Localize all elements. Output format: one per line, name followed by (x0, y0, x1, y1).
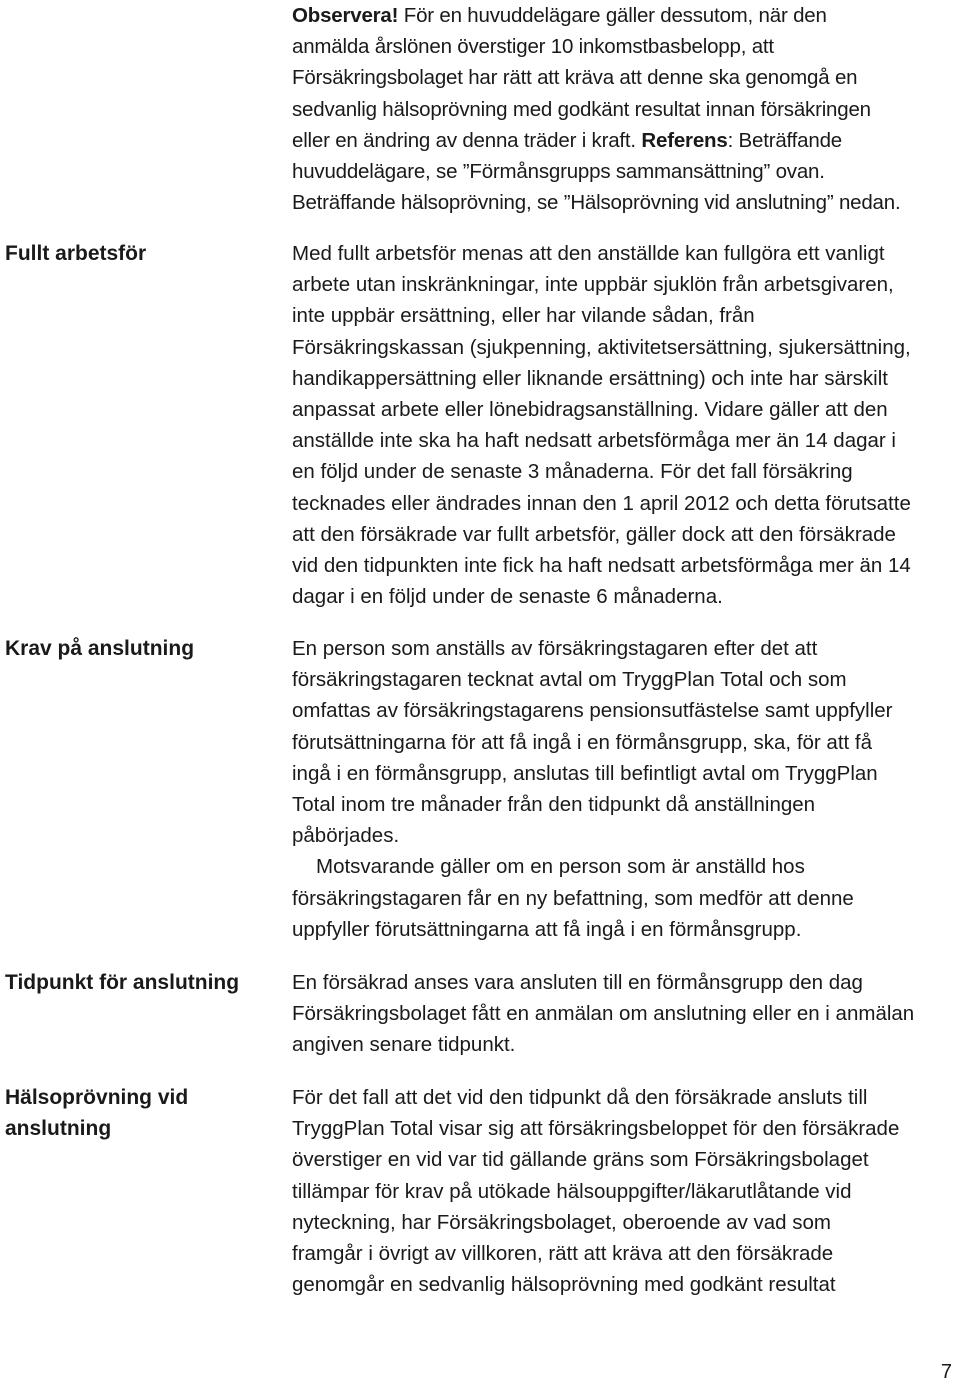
observe-paragraph (292, 0, 902, 218)
section-fully-fit (292, 238, 917, 612)
enrollment-time-body: En försäkrad anses vara ansluten till en förmånsgrupp den dag Försäkringsbolaget fått en anmälan om anslutning eller en i anmälan angiven senare tidpunkt. (292, 971, 915, 1057)
reference-label: Referens (641, 128, 728, 152)
page-number: 7 (940, 1361, 952, 1383)
observe-text-2: : Beträffande huvuddelägare, se ”Förmånsgrupps sammansättning” ovan. Beträffande hälsoprövning, se ”Hälsoprövning vid anslutning” nedan. (292, 128, 901, 215)
section-health-check (292, 1082, 907, 1300)
heading-health-check: Hälsoprövning vid anslutning (5, 1086, 189, 1140)
enrollment-requirement-body-1: En person som anställs av försäkringstagaren efter det att försäkringstagaren tecknat avtal om TryggPlan Total och som omfattas av försäkringstagarens pensionsutfästelse samt uppfyller förutsättningarna för att få ingå i en förmånsgrupp, ska, för att få ingå i en förmånsgrupp, anslutas till befintligt avtal om TryggPlan Total inom tre månader från den tidpunkt då anställningen påbörjades. (292, 637, 893, 848)
section-enrollment-time (292, 967, 922, 1061)
heading-fully-fit: Fullt arbetsför (5, 242, 147, 265)
fully-fit-body: Med fullt arbetsför menas att den anställde kan fullgöra ett vanligt arbete utan inskränkningar, inte uppbär sjuklön från arbetsgivaren, inte uppbär ersättning, eller har vilande sådan, från Försäkringskassan (sjukpenning, aktivitetsersättning, sjukersättning, handikappersättning eller liknande ersättning) och inte har särskilt anpassat arbete eller lönebidragsanställning. Vidare gäller att den anställde inte ska ha haft nedsatt arbetsförmåga mer än 14 dagar i en följd under de senaste 3 månaderna. För det fall försäkring tecknades eller ändrades innan den 1 april 2012 och detta förutsatte att den försäkrade var fullt arbetsför, gäller dock att den försäkrade vid den tidpunkten inte fick ha haft nedsatt arbetsförmåga mer än 14 dagar i en följd under de senaste 6 månaderna. (292, 242, 911, 609)
heading-enrollment-requirement: Krav på anslutning (5, 637, 195, 660)
enrollment-requirement-body-2: Motsvarande gäller om en person som är anställd hos försäkringstagaren får en ny befattning, som medför att denne uppfyller förutsättningarna att få ingå i en förmånsgrupp. (292, 855, 854, 941)
observe-text-1: För en huvuddelägare gäller dessutom, när den anmälda årslönen överstiger 10 inkomstbasbelopp, att Försäkringsbolaget har rätt att kräva att denne ska genomgå en sedvanlig hälsoprövning med godkänt resultat innan försäkringen eller en ändring av denna träder i kraft. (292, 4, 871, 152)
observe-label: Observera! (292, 4, 399, 27)
section-enrollment-requirement (292, 633, 902, 945)
health-check-body: För det fall att det vid den tidpunkt då den försäkrade ansluts till TryggPlan Total visar sig att försäkringsbeloppet för den försäkrade överstiger en vid var tid gällande gräns som Försäkringsbolaget tillämpar för krav på utökade hälsouppgifter/läkarutlåtande vid nyteckning, har Försäkringsbolaget, oberoende av vad som framgår i övrigt av villkoren, rätt att kräva att den försäkrade genomgår en sedvanlig hälsoprövning med godkänt resultat (292, 1086, 900, 1297)
heading-enrollment-time: Tidpunkt för anslutning (5, 971, 240, 994)
